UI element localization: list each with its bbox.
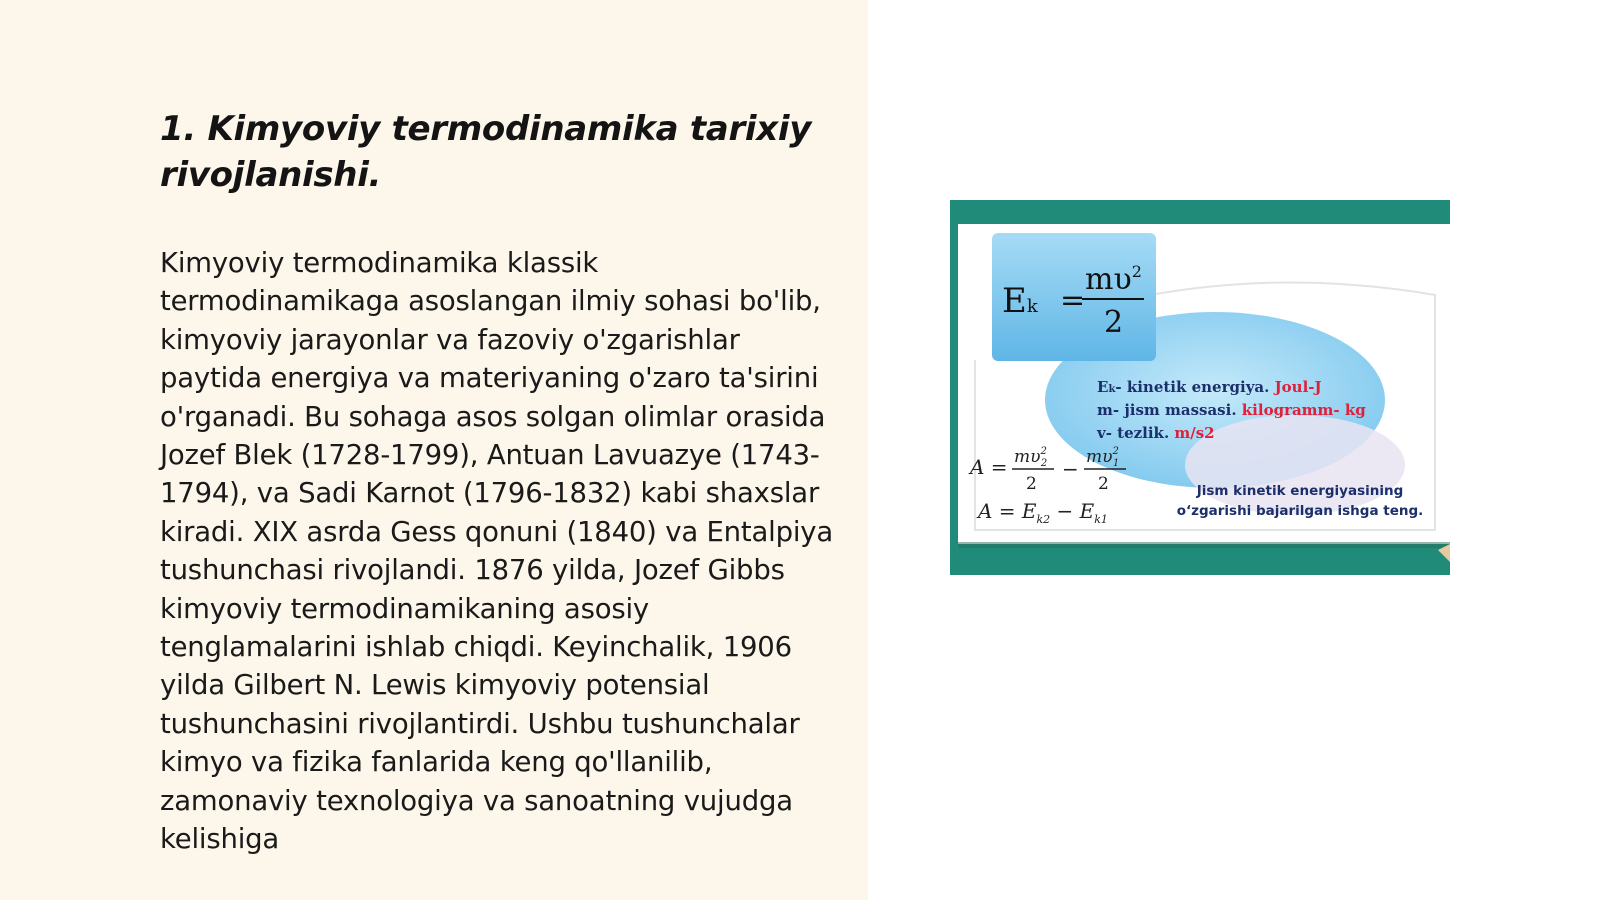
work-formula-energy: $A = E_{k2} - E_{k1}$ — [978, 499, 1108, 526]
caption-line-2: o‘zgarishi bajarilgan ishga teng. — [1176, 503, 1424, 519]
formula-denominator: 2 — [1104, 305, 1124, 340]
formula-numerator: $m\upsilon^2$ — [1085, 262, 1142, 297]
caption-cloud — [1185, 415, 1405, 515]
work-formula-den-b: 2 — [1098, 474, 1109, 494]
legend-line-velocity: v- tezlik. m/s2 — [1097, 424, 1215, 442]
work-formula-term-a: $m\upsilon^2$ 2 — [1014, 446, 1048, 469]
work-formula-minus: − — [1062, 457, 1079, 481]
kinetic-energy-illustration — [950, 200, 1450, 575]
work-formula-den-a: 2 — [1026, 474, 1037, 494]
legend-line-mass: m- jism massasi. kilogramm- kg — [1097, 401, 1366, 419]
legend-line-energy: Ek- kinetik energiya. Joul-J — [1097, 378, 1322, 396]
work-formula-term-b: $m\upsilon^2$ 1 — [1086, 446, 1120, 469]
work-formula-lhs: A = — [970, 455, 1008, 479]
formula-equals: = — [1060, 283, 1086, 318]
slide-title: 1. Kimyoviy termodinamika tarixiy rivojlanishi. — [160, 109, 812, 195]
board-shadow — [958, 542, 1450, 548]
kinetic-energy-drawing — [950, 200, 1450, 575]
formula-lhs: Ek — [1002, 281, 1038, 321]
slide-paragraph: Kimyoviy termodinamika klassik termodinamikaga asoslangan ilmiy sohasi bo'lib, kimyoviy jarayonlar va fazoviy o'zgarishlar paytida energiya va materiyaning o'zaro ta'sirini o'rganadi. Bu sohaga asos solgan olimlar orasida Jozef Blek (1728-1799), Antuan Lavuazye (1743-1794), va Sadi Karnot (1796-1832) kabi shaxslar kiradi. XIX asrda Gess qonuni (1840) va Entalpiya tushunchasi rivojlandi. 1876 yilda, Jozef Gibbs kimyoviy termodinamikaning asosiy tenglamalarini ishlab chiqdi. Keyinchalik, 1906 yilda Gilbert N. Lewis kimyoviy potensial tushunchasini rivojlantirdi. Ushbu tushunchalar kimyo va fizika fanlarida keng qo'llanilib, zamonaviy texnologiya va sanoatning vujudga kelishiga — [160, 247, 834, 856]
caption-line-1: Jism kinetik energiyasining — [1196, 483, 1404, 499]
